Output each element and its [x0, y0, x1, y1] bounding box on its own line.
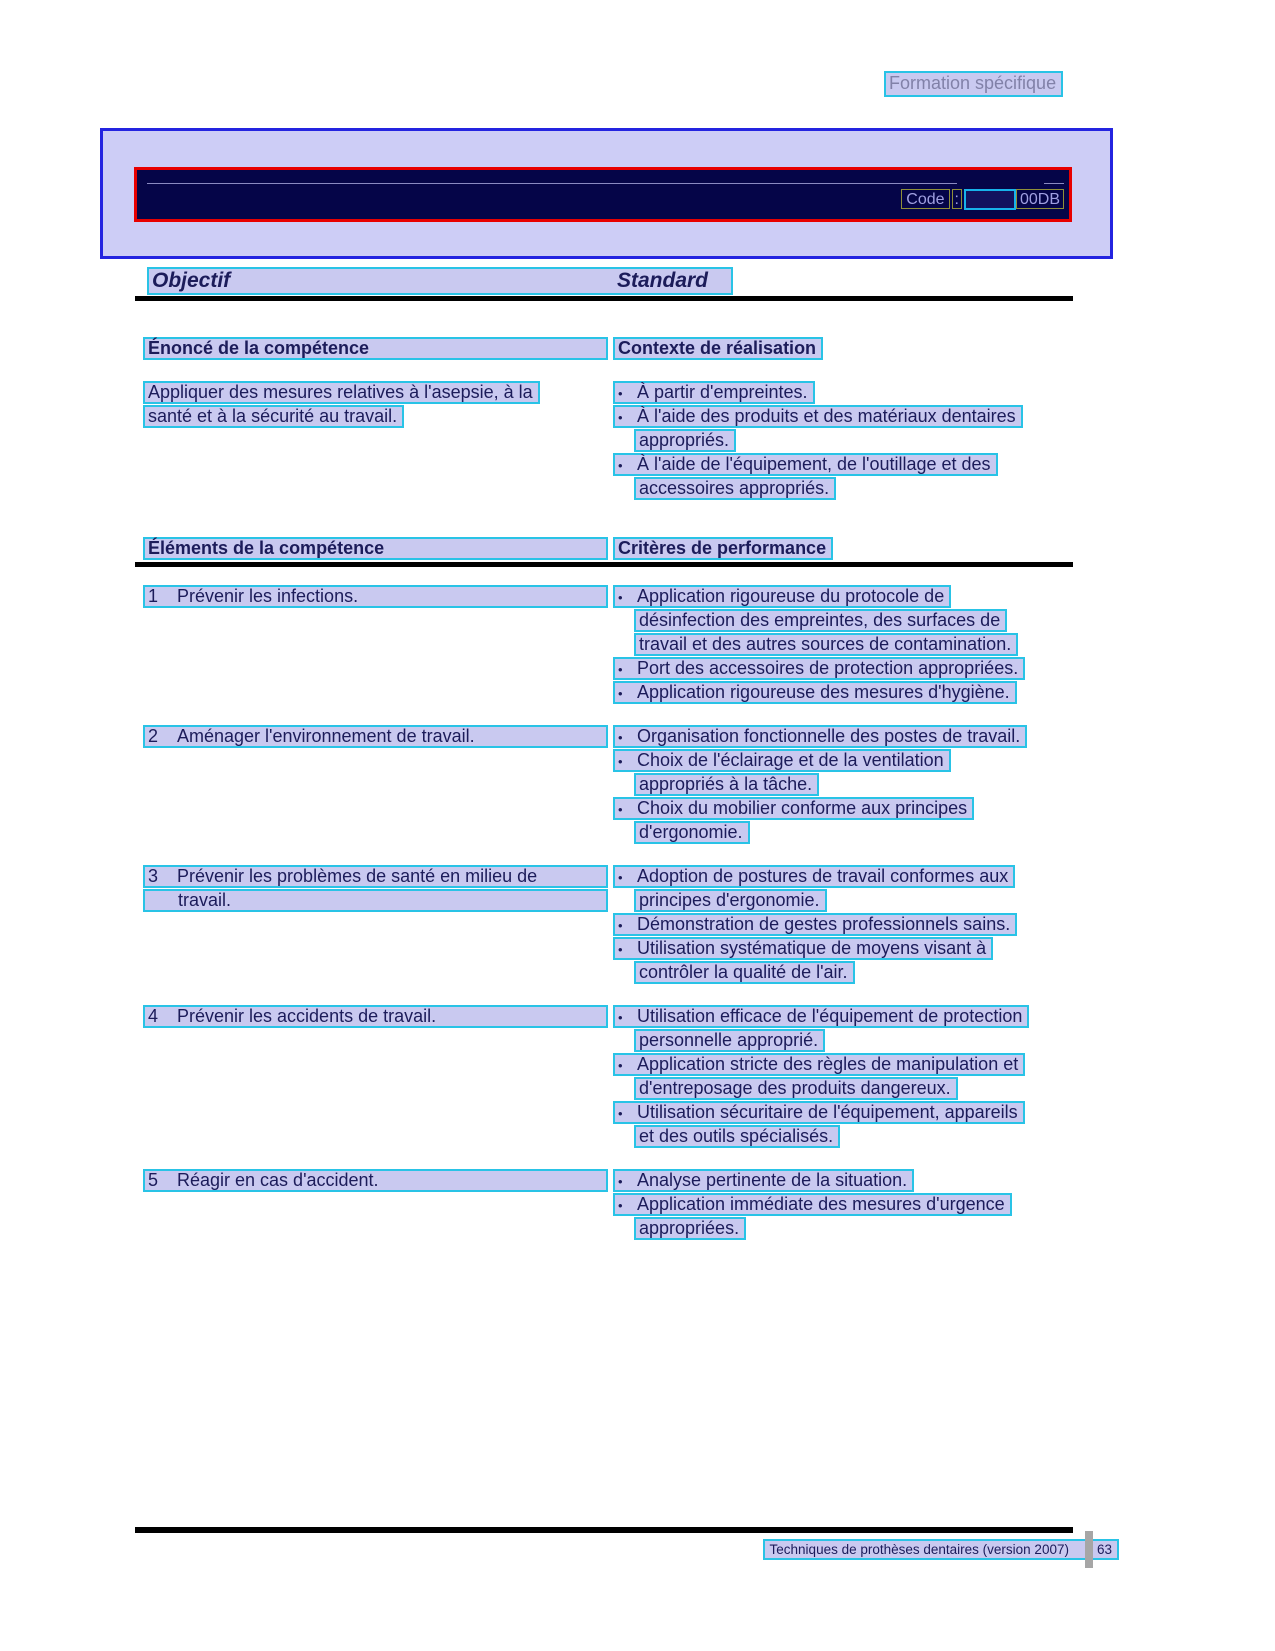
- bullet-continuation: contrôler la qualité de l'air.: [634, 961, 855, 984]
- footer-highlight: [763, 1539, 1119, 1560]
- element-label: 3 Prévenir les problèmes de santé en milieu de: [143, 865, 608, 888]
- bullet-continuation: accessoires appropriés.: [634, 477, 836, 500]
- bullet-continuation: d'ergonomie.: [634, 821, 750, 844]
- bullet-icon: •: [618, 942, 623, 957]
- bullet-line: • À partir d'empreintes.: [613, 381, 815, 404]
- bullet-line: • À l'aide de l'équipement, de l'outillage et des: [613, 453, 998, 476]
- bullet-icon: •: [618, 1106, 623, 1121]
- bullet-icon: •: [618, 590, 623, 605]
- bullet-line: • À l'aide des produits et des matériaux dentaires: [613, 405, 1023, 428]
- code-row: [901, 187, 1064, 211]
- bullet-continuation: principes d'ergonomie.: [634, 889, 827, 912]
- context-bullets: [613, 381, 1023, 501]
- banner-divider-left: [147, 183, 957, 184]
- bullet-continuation: appropriées.: [634, 1217, 746, 1240]
- bullet-line: • Application stricte des règles de manipulation et: [613, 1053, 1025, 1076]
- element-number: 2: [148, 726, 159, 746]
- bullet-line: • Choix de l'éclairage et de la ventilation: [613, 749, 951, 772]
- bullet-icon: •: [618, 918, 623, 933]
- element-label: 5 Réagir en cas d'accident.: [143, 1169, 608, 1192]
- bullet-icon: •: [618, 1174, 623, 1189]
- competence-statement: [143, 381, 540, 429]
- formation-label: Formation spécifique: [884, 71, 1063, 97]
- contexte-header: Contexte de réalisation: [613, 337, 823, 360]
- bullet-icon: •: [618, 686, 623, 701]
- element-number: 5: [148, 1170, 159, 1190]
- bullet-line: • Port des accessoires de protection appropriées.: [613, 657, 1025, 680]
- element-number: 3: [148, 866, 159, 886]
- bullet-continuation: travail et des autres sources de contamination.: [634, 633, 1018, 656]
- bullet-line: • Analyse pertinente de la situation.: [613, 1169, 914, 1192]
- bullet-icon: •: [618, 802, 623, 817]
- bullet-continuation: d'entreposage des produits dangereux.: [634, 1077, 958, 1100]
- code-field: [964, 189, 1016, 210]
- bullet-icon: •: [618, 870, 623, 885]
- banner-divider-right: [1044, 183, 1064, 184]
- enonce-header: Énoncé de la compétence: [143, 337, 608, 360]
- bullet-continuation: appropriés.: [634, 429, 736, 452]
- element-label: 1 Prévenir les infections.: [143, 585, 608, 608]
- title-box: [134, 167, 1072, 222]
- footer-divider-bar: [1085, 1531, 1093, 1568]
- bullet-icon: •: [618, 1198, 623, 1213]
- bullet-icon: •: [618, 662, 623, 677]
- bullet-icon: •: [618, 386, 623, 401]
- bullet-line: • Utilisation sécuritaire de l'équipement, appareils: [613, 1101, 1025, 1124]
- footer-page-number: 63: [1096, 1542, 1112, 1557]
- bullet-icon: •: [618, 730, 623, 745]
- rule-top: [135, 296, 1073, 301]
- footer: [763, 1539, 1119, 1560]
- standard-title: Standard: [617, 269, 709, 292]
- bullet-icon: •: [618, 458, 623, 473]
- element-label-continuation: travail.: [143, 889, 608, 912]
- bullet-icon: •: [618, 754, 623, 769]
- code-label: Code: [901, 189, 949, 209]
- code-separator: :: [952, 189, 962, 209]
- statement-line: Appliquer des mesures relatives à l'asepsie, à la: [143, 381, 540, 404]
- bullet-icon: •: [618, 410, 623, 425]
- element-number: 1: [148, 586, 159, 606]
- elements-header: Éléments de la compétence: [143, 537, 608, 560]
- corner-label-wrap: [884, 71, 1063, 97]
- bullet-line: • Utilisation efficace de l'équipement de protection: [613, 1005, 1029, 1028]
- header-banner: [100, 128, 1113, 259]
- bullet-line: • Application immédiate des mesures d'urgence: [613, 1193, 1012, 1216]
- bullet-continuation: appropriés à la tâche.: [634, 773, 819, 796]
- rule-bottom: [135, 1527, 1073, 1533]
- rule-middle: [135, 562, 1073, 567]
- bullet-continuation: désinfection des empreintes, des surfaces de: [634, 609, 1007, 632]
- bullet-line: • Application rigoureuse du protocole de: [613, 585, 951, 608]
- objectif-title: Objectif: [152, 269, 231, 292]
- bullet-line: • Choix du mobilier conforme aux principes: [613, 797, 974, 820]
- bullet-continuation: personnelle approprié.: [634, 1029, 825, 1052]
- bullet-line: • Utilisation systématique de moyens visant à: [613, 937, 993, 960]
- bullet-continuation: et des outils spécialisés.: [634, 1125, 840, 1148]
- statement-line: santé et à la sécurité au travail.: [143, 405, 404, 428]
- bullet-line: • Adoption de postures de travail conformes aux: [613, 865, 1015, 888]
- bullet-icon: •: [618, 1010, 623, 1025]
- bullet-line: • Démonstration de gestes professionnels sains.: [613, 913, 1017, 936]
- footer-doc-title: Techniques de prothèses dentaires (version 2007): [769, 1542, 1069, 1557]
- title-highlight: [147, 267, 733, 295]
- criteres-header: Critères de performance: [613, 537, 833, 560]
- bullet-line: • Application rigoureuse des mesures d'hygiène.: [613, 681, 1017, 704]
- element-label: 2 Aménager l'environnement de travail.: [143, 725, 608, 748]
- element-label: 4 Prévenir les accidents de travail.: [143, 1005, 608, 1028]
- code-value: 00DB: [1016, 189, 1064, 209]
- bullet-line: • Organisation fonctionnelle des postes de travail.: [613, 725, 1027, 748]
- bullet-icon: •: [618, 1058, 623, 1073]
- element-number: 4: [148, 1006, 159, 1026]
